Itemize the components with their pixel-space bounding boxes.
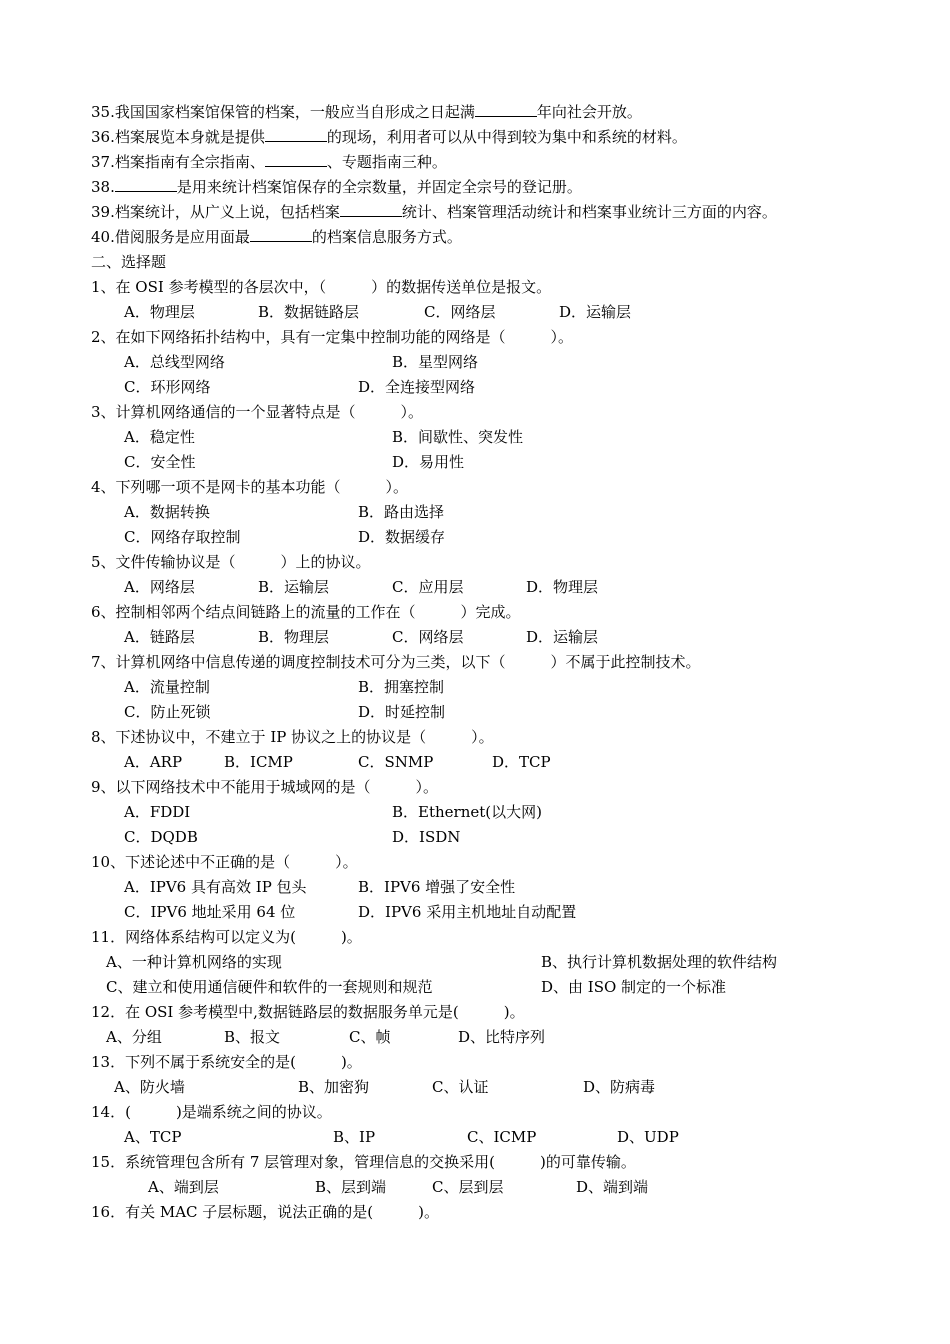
option: A．IPV6 具有高效 IP 包头 <box>124 878 307 896</box>
option: A．总线型网络 <box>124 353 225 371</box>
option: C．DQDB <box>124 828 198 846</box>
option: B．ICMP <box>224 753 293 771</box>
option: B．IPV6 增强了安全性 <box>358 878 516 896</box>
fill-in-item: 39.档案统计，从广义上说，包括档案 统计、档案管理活动统计和档案事业统计三方面的内容。 <box>91 203 777 221</box>
question-stem: 7、计算机网络中信息传递的调度控制技术可分为三类，以下（ ）不属于此控制技术。 <box>91 653 701 671</box>
option: D、由 ISO 制定的一个标准 <box>541 978 727 996</box>
question-stem: 10、下述论述中不正确的是（ ）。 <box>91 853 358 871</box>
option: A．ARP <box>124 753 183 771</box>
option: D．时延控制 <box>358 703 446 721</box>
option: C、建立和使用通信硬件和软件的一套规则和规范 <box>106 978 433 996</box>
option: A、端到层 <box>148 1178 219 1196</box>
answer-blank <box>475 102 537 117</box>
option: D、比特序列 <box>458 1028 546 1046</box>
option: A、分组 <box>106 1028 162 1046</box>
answer-blank <box>265 127 327 142</box>
option: C、ICMP <box>467 1128 537 1146</box>
option: C、认证 <box>432 1078 489 1096</box>
answer-blank <box>115 177 177 192</box>
option: D、防病毒 <box>583 1078 656 1096</box>
option: C．网络层 <box>424 303 496 321</box>
option: A、TCP <box>124 1128 182 1146</box>
option: A．稳定性 <box>124 428 195 446</box>
question-stem: 3、计算机网络通信的一个显著特点是（ ）。 <box>91 403 424 421</box>
option: D．运输层 <box>559 303 632 321</box>
option: D．数据缓存 <box>358 528 446 546</box>
answer-blank <box>250 227 312 242</box>
option: A．物理层 <box>124 303 195 321</box>
option: B．拥塞控制 <box>358 678 445 696</box>
option: C．网络层 <box>392 628 464 646</box>
question-stem: 12．在 OSI 参考模型中,数据链路层的数据服务单元是( )。 <box>91 1003 525 1021</box>
question-stem: 6、控制相邻两个结点间链路上的流量的工作在（ ）完成。 <box>91 603 521 621</box>
option: D．易用性 <box>392 453 465 471</box>
fill-in-item: 35.我国国家档案馆保管的档案，一般应当自形成之日起满 年向社会开放。 <box>91 103 642 121</box>
option: D．全连接型网络 <box>358 378 476 396</box>
question-stem: 2、在如下网络拓扑结构中，具有一定集中控制功能的网络是（ ）。 <box>91 328 574 346</box>
option: D、端到端 <box>576 1178 649 1196</box>
option: A．网络层 <box>124 578 195 596</box>
question-stem: 15．系统管理包含所有 7 层管理对象，管理信息的交换采用( )的可靠传输。 <box>91 1153 636 1171</box>
option: B．物理层 <box>258 628 330 646</box>
option: C．安全性 <box>124 453 196 471</box>
section-title: 二、选择题 <box>91 253 167 271</box>
option: D．ISDN <box>392 828 461 846</box>
option: B．间歇性、突发性 <box>392 428 524 446</box>
option: D．IPV6 采用主机地址自动配置 <box>358 903 577 921</box>
option: C、层到层 <box>432 1178 504 1196</box>
question-stem: 4、下列哪一项不是网卡的基本功能（ ）。 <box>91 478 409 496</box>
option: B、层到端 <box>315 1178 387 1196</box>
option: A．链路层 <box>124 628 195 646</box>
question-stem: 11．网络体系结构可以定义为( )。 <box>91 928 362 946</box>
question-stem: 14．( )是端系统之间的协议。 <box>91 1103 332 1121</box>
option: B、执行计算机数据处理的软件结构 <box>541 953 778 971</box>
question-stem: 1、在 OSI 参考模型的各层次中，（ ）的数据传送单位是报文。 <box>91 278 552 296</box>
answer-blank <box>340 202 402 217</box>
option: C．IPV6 地址采用 64 位 <box>124 903 296 921</box>
option: C．SNMP <box>358 753 434 771</box>
fill-in-item: 40.借阅服务是应用面最 的档案信息服务方式。 <box>91 228 462 246</box>
option: B．数据链路层 <box>258 303 360 321</box>
option: D、UDP <box>617 1128 679 1146</box>
option: A．数据转换 <box>124 503 210 521</box>
option: A．FDDI <box>124 803 191 821</box>
fill-in-item: 36.档案展览本身就是提供 的现场，利用者可以从中得到较为集中和系统的材料。 <box>91 128 687 146</box>
option: B、报文 <box>224 1028 281 1046</box>
option: B．Ethernet(以大网) <box>392 803 542 821</box>
option: A、一种计算机网络的实现 <box>106 953 282 971</box>
option: C、帧 <box>349 1028 391 1046</box>
option: B．路由选择 <box>358 503 445 521</box>
option: A．流量控制 <box>124 678 210 696</box>
option: B．星型网络 <box>392 353 479 371</box>
question-stem: 5、文件传输协议是（ ）上的协议。 <box>91 553 371 571</box>
option: C．防止死锁 <box>124 703 211 721</box>
option: D．物理层 <box>526 578 599 596</box>
option: B．运输层 <box>258 578 330 596</box>
question-stem: 8、下述协议中，不建立于 IP 协议之上的协议是（ ）。 <box>91 728 494 746</box>
fill-in-item: 37.档案指南有全宗指南、 、专题指南三种。 <box>91 153 447 171</box>
option: A、防火墙 <box>114 1078 185 1096</box>
question-stem: 16．有关 MAC 子层标题，说法正确的是( )。 <box>91 1203 439 1221</box>
option: B、IP <box>333 1128 376 1146</box>
fill-in-item: 38. 是用来统计档案馆保存的全宗数量，并固定全宗号的登记册。 <box>91 178 582 196</box>
option: C．网络存取控制 <box>124 528 241 546</box>
option: D．TCP <box>492 753 551 771</box>
option: C．应用层 <box>392 578 464 596</box>
option: B、加密狗 <box>298 1078 370 1096</box>
option: C．环形网络 <box>124 378 211 396</box>
question-stem: 13．下列不属于系统安全的是( )。 <box>91 1053 362 1071</box>
option: D．运输层 <box>526 628 599 646</box>
question-stem: 9、以下网络技术中不能用于城域网的是（ ）。 <box>91 778 439 796</box>
answer-blank <box>265 152 327 167</box>
